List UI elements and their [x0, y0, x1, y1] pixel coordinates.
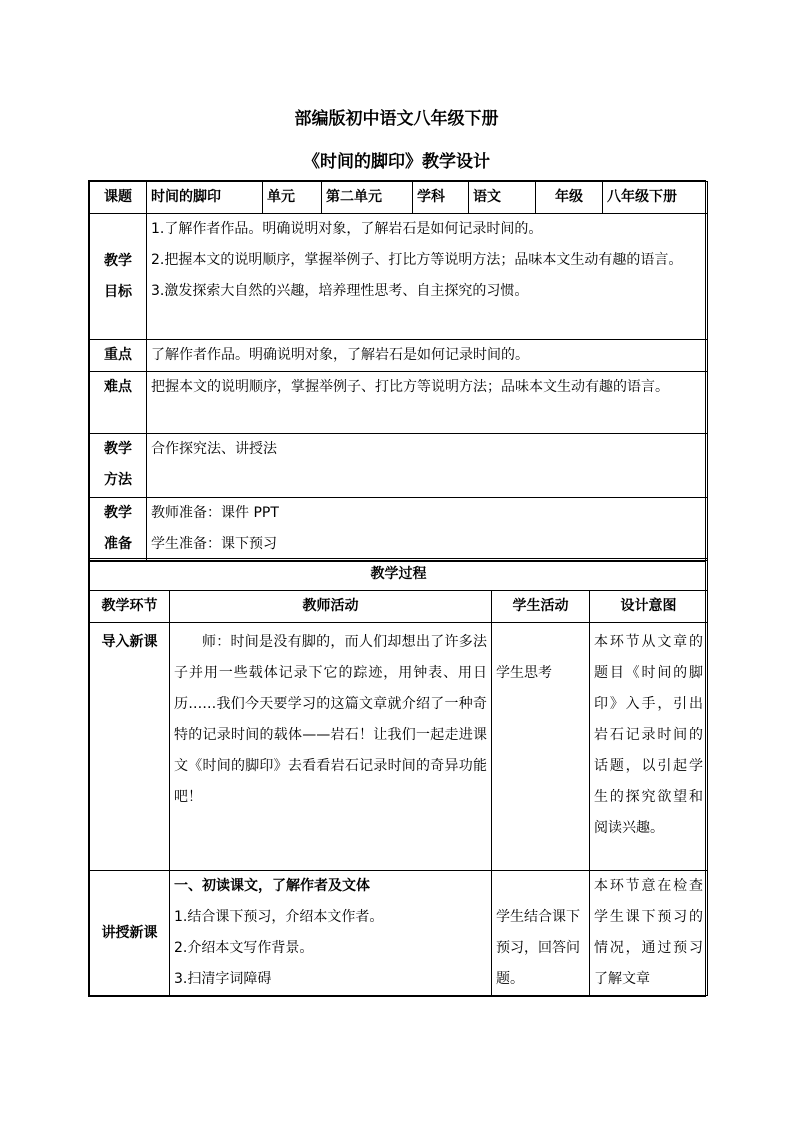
- col-header-stage: 教学环节: [90, 591, 170, 623]
- key-point-value: 了解作者作品。明确说明对象，了解岩石是如何记录时间的。: [147, 340, 708, 372]
- process-heading-row: [90, 559, 708, 591]
- objectives-label: [90, 214, 147, 340]
- difficulty-row: [90, 372, 708, 434]
- col-header-student: 学生活动: [492, 591, 590, 623]
- col-header-intent: 设计意图: [590, 591, 708, 623]
- teacher-activity-item: 1.结合课下预习，介绍本文作者。: [174, 909, 384, 925]
- process-row-intro: [90, 623, 708, 871]
- col-header-teacher: 教师活动: [170, 591, 492, 623]
- subject-value: 语文: [469, 182, 536, 214]
- process-row-new: [90, 871, 708, 996]
- process-header-row: [90, 591, 708, 623]
- preparation-row: [90, 498, 708, 561]
- unit-label: 单元: [263, 182, 322, 214]
- method-label-line2: 方法: [104, 472, 132, 488]
- process-table: [88, 558, 706, 997]
- difficulty-value: 把握本文的说明顺序，掌握举例子、打比方等说明方法；品味本文生动有趣的语言。: [147, 372, 708, 434]
- objective-item: 2.把握本文的说明顺序，掌握举例子、打比方等说明方法；品味本文生动有趣的语言。: [151, 252, 683, 268]
- info-row: [90, 182, 708, 214]
- key-point-row: [90, 340, 708, 372]
- key-point-label: 重点: [90, 340, 147, 372]
- teacher-activity-heading: 一、初读课文，了解作者及文体: [174, 878, 370, 894]
- stage-new: 讲授新课: [90, 871, 170, 996]
- objectives-label-line2: 目标: [104, 283, 132, 300]
- preparation-label: [90, 498, 147, 561]
- method-label: [90, 434, 147, 498]
- preparation-label-line2: 准备: [104, 536, 132, 552]
- subject-label: 学科: [413, 182, 469, 214]
- grade-label: 年级: [536, 182, 603, 214]
- unit-value: 第二单元: [322, 182, 413, 214]
- lesson-value: 时间的脚印: [147, 182, 263, 214]
- teacher-activity-item: 2.介绍本文写作背景。: [174, 940, 314, 956]
- process-heading: 教学过程: [90, 559, 708, 591]
- student-activity-new: 学生结合课下预习，回答问题。: [492, 871, 590, 996]
- objective-item: 1.了解作者作品。明确说明对象，了解岩石是如何记录时间的。: [151, 221, 543, 237]
- objective-item: 3.激发探索大自然的兴趣，培养理性思考、自主探究的习惯。: [151, 283, 529, 299]
- lesson-label: 课题: [90, 182, 147, 214]
- method-value: 合作探究法、讲授法: [147, 434, 708, 498]
- design-intent-new: 本环节意在检查学生课下预习的情况，通过预习了解文章: [590, 871, 708, 996]
- stage-intro: 导入新课: [90, 623, 170, 871]
- document-title-line2: 《时间的脚印》教学设计: [303, 152, 490, 172]
- preparation-content: [147, 498, 708, 561]
- teacher-activity-new: [170, 871, 492, 996]
- teacher-preparation: 教师准备：课件 PPT: [151, 505, 279, 521]
- difficulty-label: 难点: [90, 372, 147, 434]
- objectives-label-line1: 教学: [104, 252, 132, 269]
- teacher-activity-intro: 师：时间是没有脚的，而人们却想出了许多法子并用一些载体记录下它的踪迹，用钟表、用日历……我们今天要学习的这篇文章就介绍了一种奇特的记录时间的载体——岩石！让我们一起走进课文《时间的脚印》去看看岩石记录时间的奇异功能吧！: [170, 623, 492, 871]
- student-preparation: 学生准备：课下预习: [151, 536, 277, 552]
- method-label-line1: 教学: [104, 441, 132, 457]
- method-row: [90, 434, 708, 498]
- grade-value: 八年级下册: [603, 182, 708, 214]
- document-title-line1: 部编版初中语文八年级下册: [294, 109, 499, 129]
- teacher-activity-item: 3.扫清字词障碍: [174, 971, 272, 987]
- preparation-label-line1: 教学: [104, 505, 132, 521]
- objectives-content: [147, 214, 708, 340]
- student-activity-intro: 学生思考: [492, 623, 590, 871]
- design-intent-intro: 本环节从文章的题目《时间的脚印》入手，引出岩石记录时间的话题，以引起学生的探究欲望和阅读兴趣。: [590, 623, 708, 871]
- objectives-row: [90, 214, 708, 340]
- info-table: [88, 180, 706, 562]
